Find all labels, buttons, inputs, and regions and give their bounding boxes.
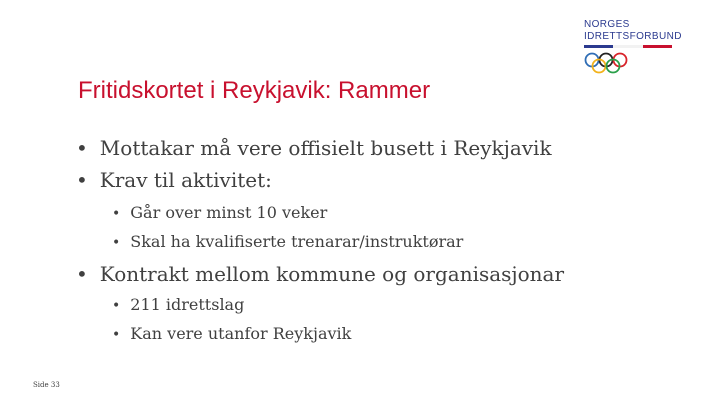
bullet-dot: •: [112, 298, 121, 314]
bullet-item: [76, 262, 564, 286]
slide-title: Fritidskortet i Reykjavik: Rammer: [78, 77, 431, 104]
sub-bullet-item: [112, 232, 463, 251]
bullet-item: [76, 136, 552, 160]
sub-bullet-item: [112, 295, 244, 314]
bullet-dot: •: [112, 327, 121, 343]
bullet-dot: •: [76, 168, 88, 192]
bullet-text: 211 idrettslag: [130, 295, 245, 314]
bullet-item: [76, 168, 272, 192]
logo-text-norges: NORGES: [584, 19, 630, 30]
olympic-rings-icon: [584, 52, 636, 74]
sub-bullet-item: [112, 203, 327, 222]
logo-text-idrettsforbund: IDRETTSFORBUND: [584, 31, 682, 42]
logo-flag-stripe: [584, 45, 672, 48]
bullet-text: Går over minst 10 veker: [130, 203, 328, 222]
bullet-dot: •: [112, 235, 121, 251]
bullet-dot: •: [76, 136, 88, 160]
norges-idrettsforbund-logo: [584, 16, 712, 80]
bullet-text: Skal ha kvalifiserte trenarar/instruktørar: [130, 232, 464, 251]
bullet-text: Kontrakt mellom kommune og organisasjonar: [99, 262, 565, 286]
bullet-text: Krav til aktivitet:: [99, 168, 272, 192]
bullet-text: Kan vere utanfor Reykjavik: [130, 324, 352, 343]
bullet-text: Mottakar må vere offisielt busett i Reykjavik: [99, 136, 552, 160]
sub-bullet-item: [112, 324, 351, 343]
page-number: Side 33: [33, 381, 60, 389]
bullet-dot: •: [76, 262, 88, 286]
bullet-dot: •: [112, 206, 121, 222]
